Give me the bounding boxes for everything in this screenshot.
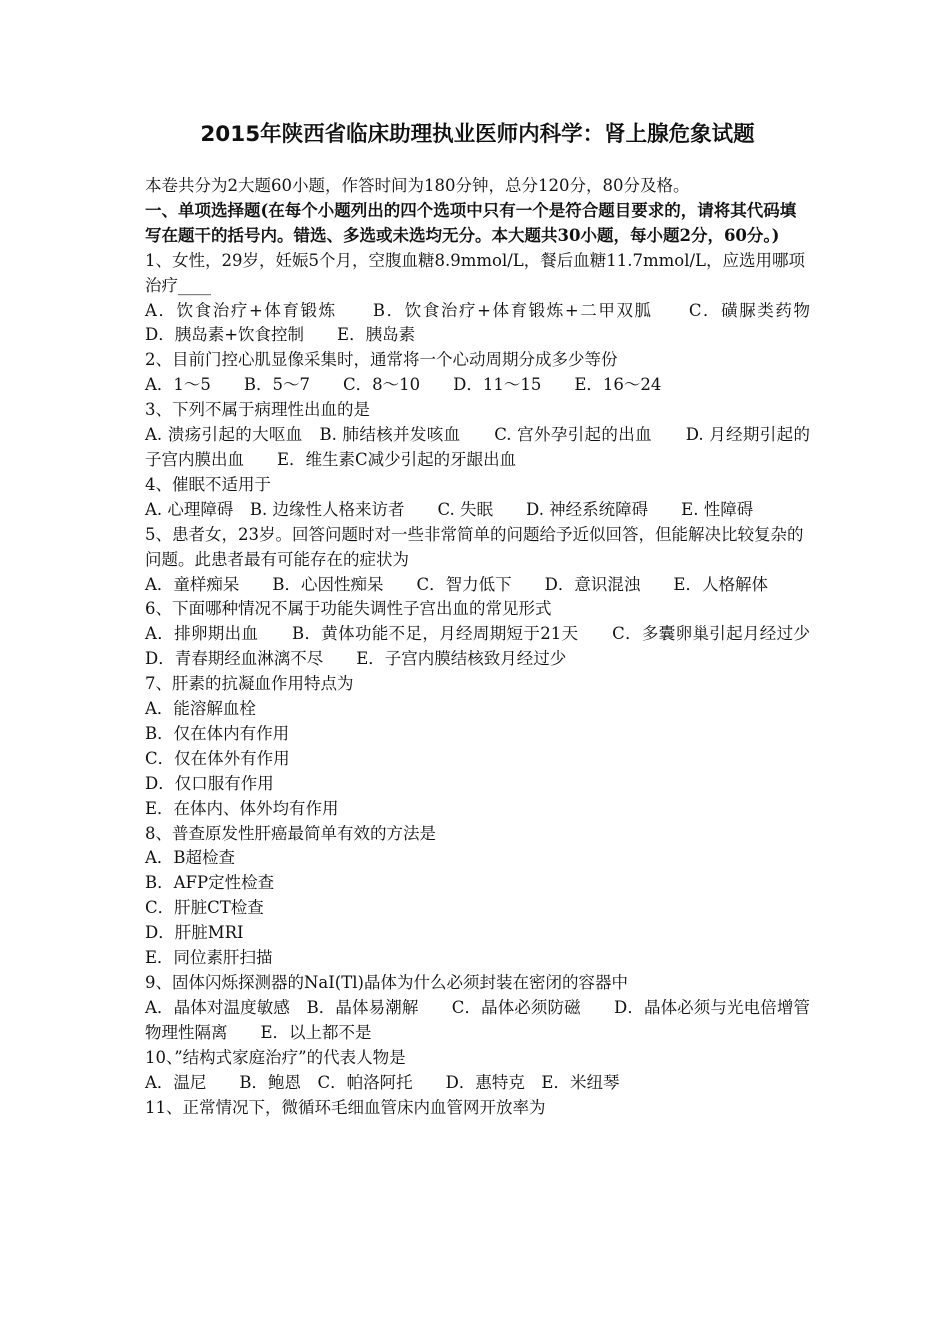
question-stem: 9、固体闪烁探测器的NaI(Tl)晶体为什么必须封装在密闭的容器中 bbox=[145, 973, 628, 992]
question-6 bbox=[145, 597, 843, 672]
question-options: A．饮食治疗+体育锻炼 B．饮食治疗+体育锻炼+二甲双胍 C．磺脲类药物 D．胰岛素+饮食控制 E．胰岛素 bbox=[145, 300, 843, 345]
question-stem: 3、下列不属于病理性出血的是 bbox=[145, 400, 370, 420]
question-options: A．晶体对温度敏感 B．晶体易潮解 C．晶体必须防磁 D．晶体必须与光电倍增管物理性隔离 E．以上都不是 bbox=[145, 997, 810, 1042]
option-e: E．同位素肝扫描 bbox=[145, 948, 273, 968]
question-options: A．童样痴呆 B．心因性痴呆 C．智力低下 D．意识混浊 E．人格解体 bbox=[145, 574, 768, 594]
question-stem: 11、正常情况下，微循环毛细血管床内血管网开放率为 bbox=[145, 1097, 546, 1117]
question-options: A. 心理障碍 B. 边缘性人格来访者 C. 失眠 D. 神经系统障碍 E. 性障碍 bbox=[145, 499, 754, 519]
option-a: A．能溶解血栓 bbox=[145, 699, 256, 719]
option-d: D．肝脏MRI bbox=[145, 923, 244, 943]
question-stem: 10、”结构式家庭治疗”的代表人物是 bbox=[145, 1047, 406, 1067]
option-b: B．AFP定性检查 bbox=[145, 873, 275, 893]
question-stem: 1、女性，29岁，妊娠5个月，空腹血糖8.9mmol/L，餐后血糖11.7mmol/L，应选用哪项治疗____ bbox=[145, 250, 806, 295]
option-d: D．仅口服有作用 bbox=[145, 773, 274, 793]
question-8 bbox=[145, 822, 810, 971]
question-10 bbox=[145, 1046, 810, 1096]
question-9 bbox=[145, 971, 810, 1046]
question-stem: 8、普查原发性肝癌最简单有效的方法是 bbox=[145, 823, 436, 843]
question-stem: 5、患者女，23岁。回答问题时对一些非常简单的问题给予近似回答，但能解决比较复杂的问题。此患者最有可能存在的症状为 bbox=[145, 524, 804, 569]
question-options: A．温尼 B．鲍恩 C．帕洛阿托 D．惠特克 E．米纽琴 bbox=[145, 1072, 620, 1092]
question-stem: 4、催眠不适用于 bbox=[145, 474, 271, 494]
question-4 bbox=[145, 473, 810, 523]
option-e: E．在体内、体外均有作用 bbox=[145, 798, 339, 818]
question-stem: 6、下面哪种情况不属于功能失调性子宫出血的常见形式 bbox=[145, 599, 552, 619]
page-title: 2015年陕西省临床助理执业医师内科学：肾上腺危象试题 bbox=[200, 122, 755, 147]
question-2 bbox=[145, 348, 810, 398]
question-options: A．1～5 B．5～7 C．8～10 D．11～15 E．16～24 bbox=[145, 375, 662, 395]
section-heading: 一、单项选择题(在每个小题列出的四个选项中只有一个是符合题目要求的，请将其代码填写在题干的括号内。错选、多选或未选均无分。本大题共30小题，每小题2分，60分。) bbox=[145, 200, 797, 245]
question-11 bbox=[145, 1096, 810, 1121]
question-1 bbox=[145, 249, 843, 349]
question-3 bbox=[145, 398, 810, 473]
option-c: C．仅在体外有作用 bbox=[145, 748, 290, 768]
option-a: A．B超检查 bbox=[145, 848, 236, 868]
document-page bbox=[145, 120, 843, 1120]
exam-intro: 本卷共分为2大题60小题，作答时间为180分钟，总分120分，80分及格。 bbox=[145, 176, 690, 195]
question-options: A. 溃疡引起的大呕血 B. 肺结核并发咳血 C. 宫外孕引起的出血 D. 月经期引起的子宫内膜出血 E．维生素C减少引起的牙龈出血 bbox=[145, 425, 810, 469]
option-c: C．肝脏CT检查 bbox=[145, 898, 264, 918]
question-5 bbox=[145, 523, 810, 598]
question-7 bbox=[145, 672, 810, 821]
option-b: B．仅在体内有作用 bbox=[145, 723, 290, 743]
question-stem: 2、目前门控心肌显像采集时，通常将一个心动周期分成多少等份 bbox=[145, 350, 618, 370]
question-options: A．排卵期出血 B．黄体功能不足，月经周期短于21天 C．多囊卵巢引起月经过少 D．青春期经血淋漓不尽 E．子宫内膜结核致月经过少 bbox=[145, 624, 843, 669]
question-stem: 7、肝素的抗凝血作用特点为 bbox=[145, 674, 354, 694]
